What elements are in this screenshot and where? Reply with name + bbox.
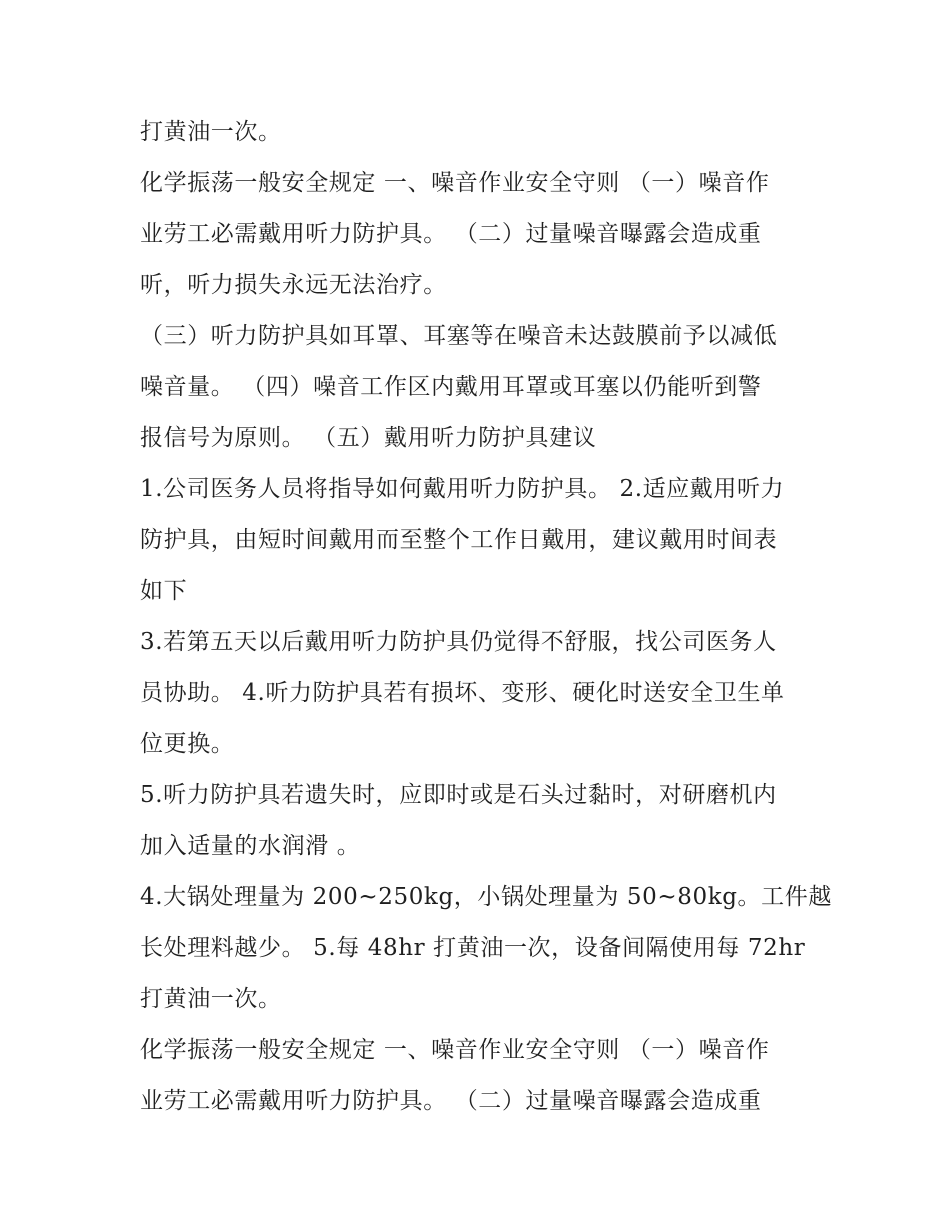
text-line-5: （三）听力防护具如耳罩、耳塞等在噪音未达鼓膜前予以减低 (140, 323, 778, 349)
text-line-9: 防护具，由短时间戴用而至整个工作日戴用，建议戴用时间表 (140, 527, 778, 553)
text-line-14: 5.听力防护具若遗失时，应即时或是石头过黏时，对研磨机内 (140, 782, 777, 808)
text-line-17: 长处理料越少。 5.每 48hr 打黄油一次，设备间隔使用每 72hr (140, 935, 806, 961)
text-line-16: 4.大锅处理量为 200~250kg，小锅处理量为 50~80kg。工件越 (140, 884, 832, 910)
text-line-13: 位更换。 (140, 731, 235, 757)
text-line-18: 打黄油一次。 (140, 986, 282, 1012)
text-line-2: 化学振荡一般安全规定 一、噪音作业安全守则 （一）噪音作 (140, 170, 770, 196)
text-line-6: 噪音量。 （四）噪音工作区内戴用耳罩或耳塞以仍能听到警 (140, 374, 762, 400)
text-line-19: 化学振荡一般安全规定 一、噪音作业安全守则 （一）噪音作 (140, 1037, 770, 1063)
text-line-11: 3.若第五天以后戴用听力防护具仍觉得不舒服，找公司医务人 (140, 629, 777, 655)
text-line-20: 业劳工必需戴用听力防护具。 （二）过量噪音曝露会造成重 (140, 1088, 762, 1114)
text-line-15: 加入适量的水润滑 。 (140, 833, 361, 859)
text-line-3: 业劳工必需戴用听力防护具。 （二）过量噪音曝露会造成重 (140, 221, 762, 247)
text-line-12: 员协助。 4.听力防护具若有损坏、变形、硬化时送安全卫生单 (140, 680, 785, 706)
text-line-8: 1.公司医务人员将指导如何戴用听力防护具。 2.适应戴用听力 (140, 476, 785, 502)
text-line-4: 听，听力损失永远无法治疗。 (140, 272, 447, 298)
document-body (140, 107, 832, 1127)
text-line-10: 如下 (140, 578, 188, 604)
text-line-1: 打黄油一次。 (140, 119, 282, 145)
text-line-7: 报信号为原则。 （五）戴用听力防护具建议 (140, 425, 597, 451)
